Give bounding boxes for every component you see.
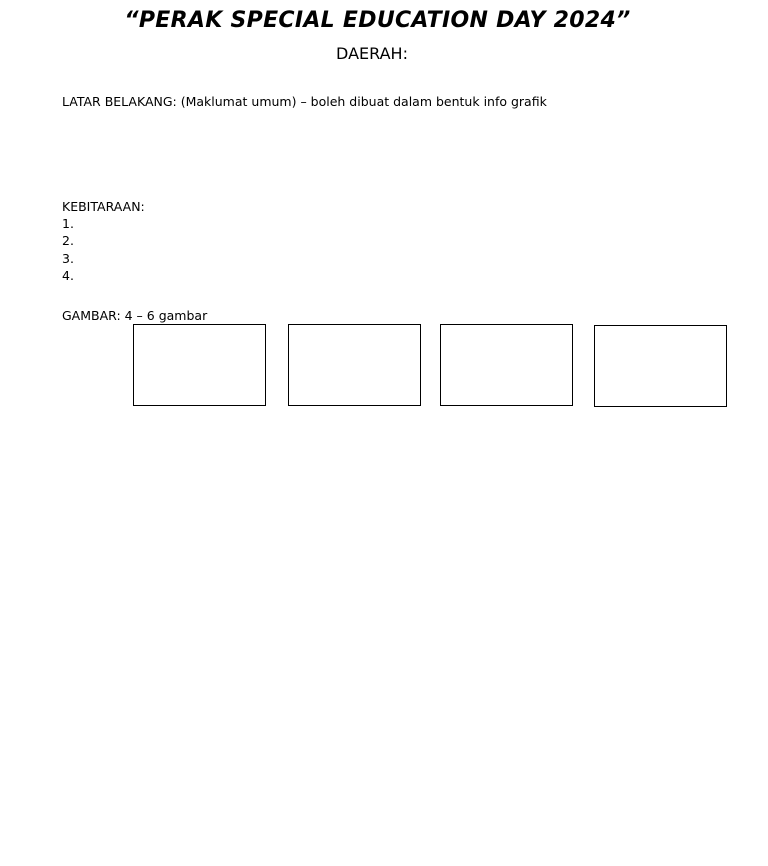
document-title: “PERAK SPECIAL EDUCATION DAY 2024” (124, 8, 631, 33)
objective-item: 4. (62, 267, 74, 283)
objectives-list (62, 215, 74, 284)
objective-item: 1. (62, 216, 74, 231)
image-placeholder-box (594, 325, 727, 407)
background-section-label: LATAR BELAKANG: (Maklumat umum) – boleh dibuat dalam bentuk info grafik (62, 94, 547, 109)
objective-item: 3. (62, 250, 74, 266)
objective-item: 2. (62, 233, 74, 249)
images-heading: GAMBAR: 4 – 6 gambar (62, 308, 208, 323)
objectives-heading: KEBITARAAN: (62, 199, 145, 214)
image-placeholder-box (133, 324, 266, 406)
image-placeholder-box (288, 324, 421, 406)
district-label: DAERAH: (336, 44, 408, 63)
image-placeholder-box (440, 324, 573, 406)
